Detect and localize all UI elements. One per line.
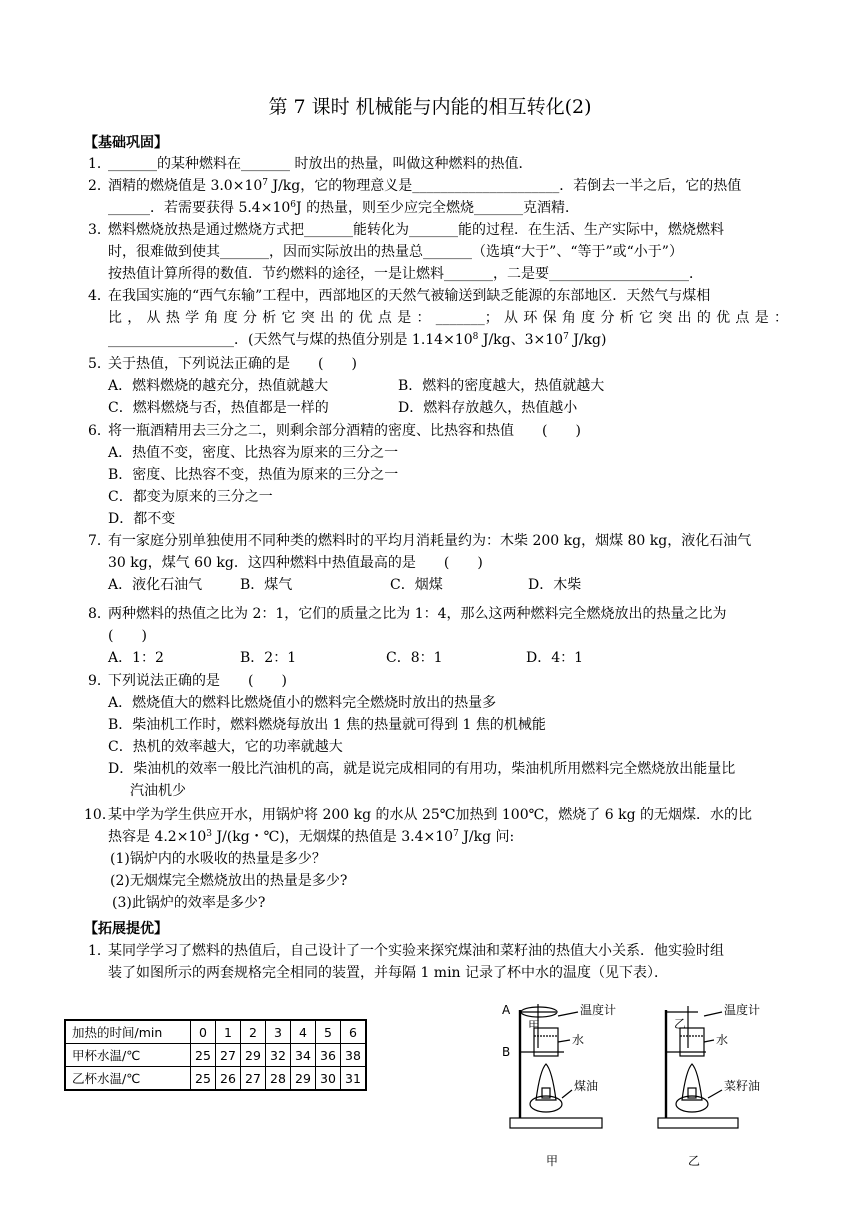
table-row xyxy=(65,1044,366,1067)
option-a: A．液化石油气 xyxy=(108,577,203,593)
option-d: D．都不变 xyxy=(108,511,176,527)
question-line: 在我国实施的“西气东输”工程中，西部地区的天然气被输送到缺乏能源的东部地区．天然气与煤相 xyxy=(108,288,711,304)
question-line: 30 kg，煤气 60 kg．这四种燃料中热值最高的是 ( ) xyxy=(108,555,483,571)
question-line: 按热值计算所得的数值．节约燃料的途径，一是让燃料_______，二是要____________________． xyxy=(108,266,703,282)
option-b: B．燃料的密度越大，热值就越大 xyxy=(398,378,605,394)
question-line: 燃料燃烧放热是通过燃烧方式把_______能转化为_______能的过程．在生活、生产实际中，燃烧燃料 xyxy=(108,222,724,238)
question-number: 7． xyxy=(88,533,111,549)
row-label: 乙杯水温/℃ xyxy=(65,1067,191,1091)
base-plate xyxy=(510,1118,602,1128)
question-line: J/kg、3×10 xyxy=(478,332,564,348)
question-stem: 将一瓶酒精用去三分之二，则剩余部分酒精的密度、比热容和热值 ( ) xyxy=(108,423,581,439)
question-7 xyxy=(88,530,788,596)
question-9 xyxy=(88,670,788,802)
table-cell: 5 xyxy=(316,1020,341,1044)
table-cell: 38 xyxy=(341,1044,367,1067)
label-thermometer: 温度计 xyxy=(580,1003,617,1017)
table-cell: 30 xyxy=(316,1067,341,1091)
label-line-water xyxy=(704,1040,714,1042)
flame xyxy=(536,1064,556,1100)
question-line: 有一家庭分别单独使用不同种类的燃料时的平均月消耗量约为：木柴 200 kg，烟煤 80 kg，液化石油气 xyxy=(108,533,752,549)
question-number: 1． xyxy=(88,943,111,959)
question-number: 1． xyxy=(88,156,111,172)
question-2 xyxy=(88,175,788,219)
option-b: B．2：1 xyxy=(240,650,297,666)
option-b: B．柴油机工作时，燃料燃烧每放出 1 焦的热量就可得到 1 焦的机械能 xyxy=(108,717,546,733)
table-cell: 34 xyxy=(291,1044,316,1067)
question-line: 时，很难做到使其_______，因而实际放出的热量总_______（选填“大于”、“等于”或“小于”） xyxy=(108,244,683,260)
sub-question-3: (3)此锅炉的效率是多少? xyxy=(112,895,266,911)
section-basic: 【基础巩固】 xyxy=(84,135,168,151)
exponent: 7 xyxy=(453,829,459,839)
exponent: 8 xyxy=(472,332,479,342)
table-cell: 25 xyxy=(191,1044,216,1067)
question-line: __________________．(天然气与煤的热值分别是 1.14×10 xyxy=(108,332,473,348)
table-cell: 2 xyxy=(241,1020,266,1044)
apparatus-left xyxy=(510,1004,602,1128)
question-6 xyxy=(88,420,788,530)
table-header-row xyxy=(65,1020,366,1044)
page-title: 第 7 课时 机械能与内能的相互转化(2) xyxy=(268,96,592,118)
question-number: 2． xyxy=(88,178,111,194)
exponent: 3 xyxy=(206,829,212,839)
question-line: 酒精的燃烧值是 3.0×10 xyxy=(108,178,263,194)
option-a: A．燃料燃烧的越充分，热值就越大 xyxy=(108,378,329,394)
question-line: 某同学学习了燃料的热值后，自己设计了一个实验来探究煤油和菜籽油的热值大小关系．他实验时组 xyxy=(108,943,724,959)
label-line-fuel xyxy=(708,1090,722,1098)
question-line: J/kg，它的物理意义是_____________________．若倒去一半之后，它的热值 xyxy=(268,178,742,194)
table-cell: 28 xyxy=(266,1067,291,1091)
table-cell: 27 xyxy=(241,1067,266,1091)
label-thermometer: 温度计 xyxy=(724,1003,761,1017)
question-number: 5． xyxy=(88,356,111,372)
question-line: 某中学为学生供应开水，用锅炉将 200 kg 的水从 25℃加热到 100℃，燃烧了 6 kg 的无烟煤．水的比 xyxy=(108,807,752,823)
question-number: 3． xyxy=(88,222,111,238)
question-number: 6． xyxy=(88,423,111,439)
question-number: 9． xyxy=(88,673,111,689)
apparatus-figure xyxy=(498,1000,798,1170)
label-kerosene: 煤油 xyxy=(574,1079,599,1093)
base-plate xyxy=(658,1118,738,1128)
label-line-fuel xyxy=(562,1090,572,1098)
caption-jia: 甲 xyxy=(546,1154,559,1168)
table-cell: 6 xyxy=(341,1020,367,1044)
question-stem: 关于热值，下列说法正确的是 ( ) xyxy=(108,356,357,372)
table-cell: 1 xyxy=(216,1020,241,1044)
table-cell: 31 xyxy=(341,1067,367,1091)
table-cell: 27 xyxy=(216,1044,241,1067)
table-cell: 29 xyxy=(291,1067,316,1091)
option-b: B．密度、比热容不变，热值为原来的三分之一 xyxy=(108,467,399,483)
option-c: C．热机的效率越大，它的功率就越大 xyxy=(108,739,343,755)
question-line: 热容是 4.2×10 xyxy=(108,829,207,845)
sub-question-1: (1)锅炉内的水吸收的热量是多少？ xyxy=(110,851,326,867)
exponent: 7 xyxy=(262,178,268,188)
question-number: 4． xyxy=(88,288,111,304)
table-cell: 32 xyxy=(266,1044,291,1067)
table-cell: 36 xyxy=(316,1044,341,1067)
table-header-label: 加热的时间/min xyxy=(65,1020,191,1044)
question-10 xyxy=(84,804,784,914)
question-line: 装了如图所示的两套规格完全相同的装置，并每隔 1 min 记录了杯中水的温度（见下表）． xyxy=(108,965,669,981)
section-extension: 【拓展提优】 xyxy=(84,921,168,937)
caption-yi: 乙 xyxy=(688,1154,701,1168)
question-5 xyxy=(88,353,788,419)
question-number: 10． xyxy=(84,807,116,823)
option-c: C．都变为原来的三分之一 xyxy=(108,489,273,505)
option-d: D．木柴 xyxy=(528,577,582,593)
row-label: 甲杯水温/℃ xyxy=(65,1044,191,1067)
question-4 xyxy=(88,285,788,351)
table-cell: 29 xyxy=(241,1044,266,1067)
option-b: B．煤气 xyxy=(240,577,293,593)
question-line: ( ) xyxy=(108,628,147,644)
temperature-table xyxy=(64,1019,367,1091)
sub-question-2: (2)无烟煤完全燃烧放出的热量是多少? xyxy=(110,873,348,889)
question-number: 8． xyxy=(88,606,111,622)
question-line: 两种燃料的热值之比为 2：1，它们的质量之比为 1：4，那么这两种燃料完全燃烧放出的热量之比为 xyxy=(108,606,727,622)
flame xyxy=(682,1064,702,1100)
option-a: A．燃烧值大的燃料比燃烧值小的燃料完全燃烧时放出的热量多 xyxy=(108,695,497,711)
question-line: J/kg) xyxy=(568,332,607,348)
option-c: C．燃料燃烧与否，热值都是一样的 xyxy=(108,400,329,416)
question-line: 比，从热学角度分析它突出的优点是：_______；从环保角度分析它突出的优点是： xyxy=(108,310,788,326)
exponent: 6 xyxy=(290,200,296,210)
table-cell: 25 xyxy=(191,1067,216,1091)
option-d-continued: 汽油机少 xyxy=(130,783,186,799)
question-8 xyxy=(88,603,788,669)
label-a: A xyxy=(502,1003,511,1017)
question-1 xyxy=(88,153,788,175)
table-cell: 0 xyxy=(191,1020,216,1044)
exponent: 7 xyxy=(563,332,569,342)
option-c: C．8：1 xyxy=(386,650,443,666)
question-line: J/kg 问: xyxy=(458,829,515,845)
table-cell: 3 xyxy=(266,1020,291,1044)
option-a: A．1：2 xyxy=(108,650,164,666)
question-line: J/(kg・℃)，无烟煤的热值是 3.4×10 xyxy=(212,829,454,845)
option-a: A．热值不变，密度、比热容为原来的三分之一 xyxy=(108,445,399,461)
label-rapeseed-oil: 菜籽油 xyxy=(724,1079,761,1093)
label-water: 水 xyxy=(716,1033,729,1047)
question-stem: 下列说法正确的是 ( ) xyxy=(108,673,287,689)
label-b: B xyxy=(502,1045,511,1059)
option-c: C．烟煤 xyxy=(390,577,443,593)
label-line-thermo xyxy=(704,1012,722,1016)
option-d: D．燃料存放越久，热值越小 xyxy=(398,400,578,416)
question-line: J 的热量，则至少应完全燃烧_______克酒精． xyxy=(296,200,580,216)
extension-question-1 xyxy=(88,940,788,984)
table-cell: 26 xyxy=(216,1067,241,1091)
question-3 xyxy=(88,219,788,285)
label-line-water xyxy=(558,1040,570,1042)
table-cell: 4 xyxy=(291,1020,316,1044)
question-text: _______的某种燃料在_______ 时放出的热量，叫做这种燃料的热值． xyxy=(108,156,533,172)
option-d: D．柴油机的效率一般比汽油机的高，就是说完成相同的有用功，柴油机所用燃料完全燃烧放出能量比 xyxy=(108,761,736,777)
label-line-thermo xyxy=(558,1012,578,1016)
label-water: 水 xyxy=(572,1033,585,1047)
table-row xyxy=(65,1067,366,1091)
label-yi: 乙 xyxy=(674,1017,687,1031)
question-line: ______．若需要获得 5.4×10 xyxy=(108,200,291,216)
label-jia: 甲 xyxy=(528,1019,541,1033)
option-d: D．4：1 xyxy=(526,650,584,666)
apparatus-right xyxy=(658,1006,738,1128)
